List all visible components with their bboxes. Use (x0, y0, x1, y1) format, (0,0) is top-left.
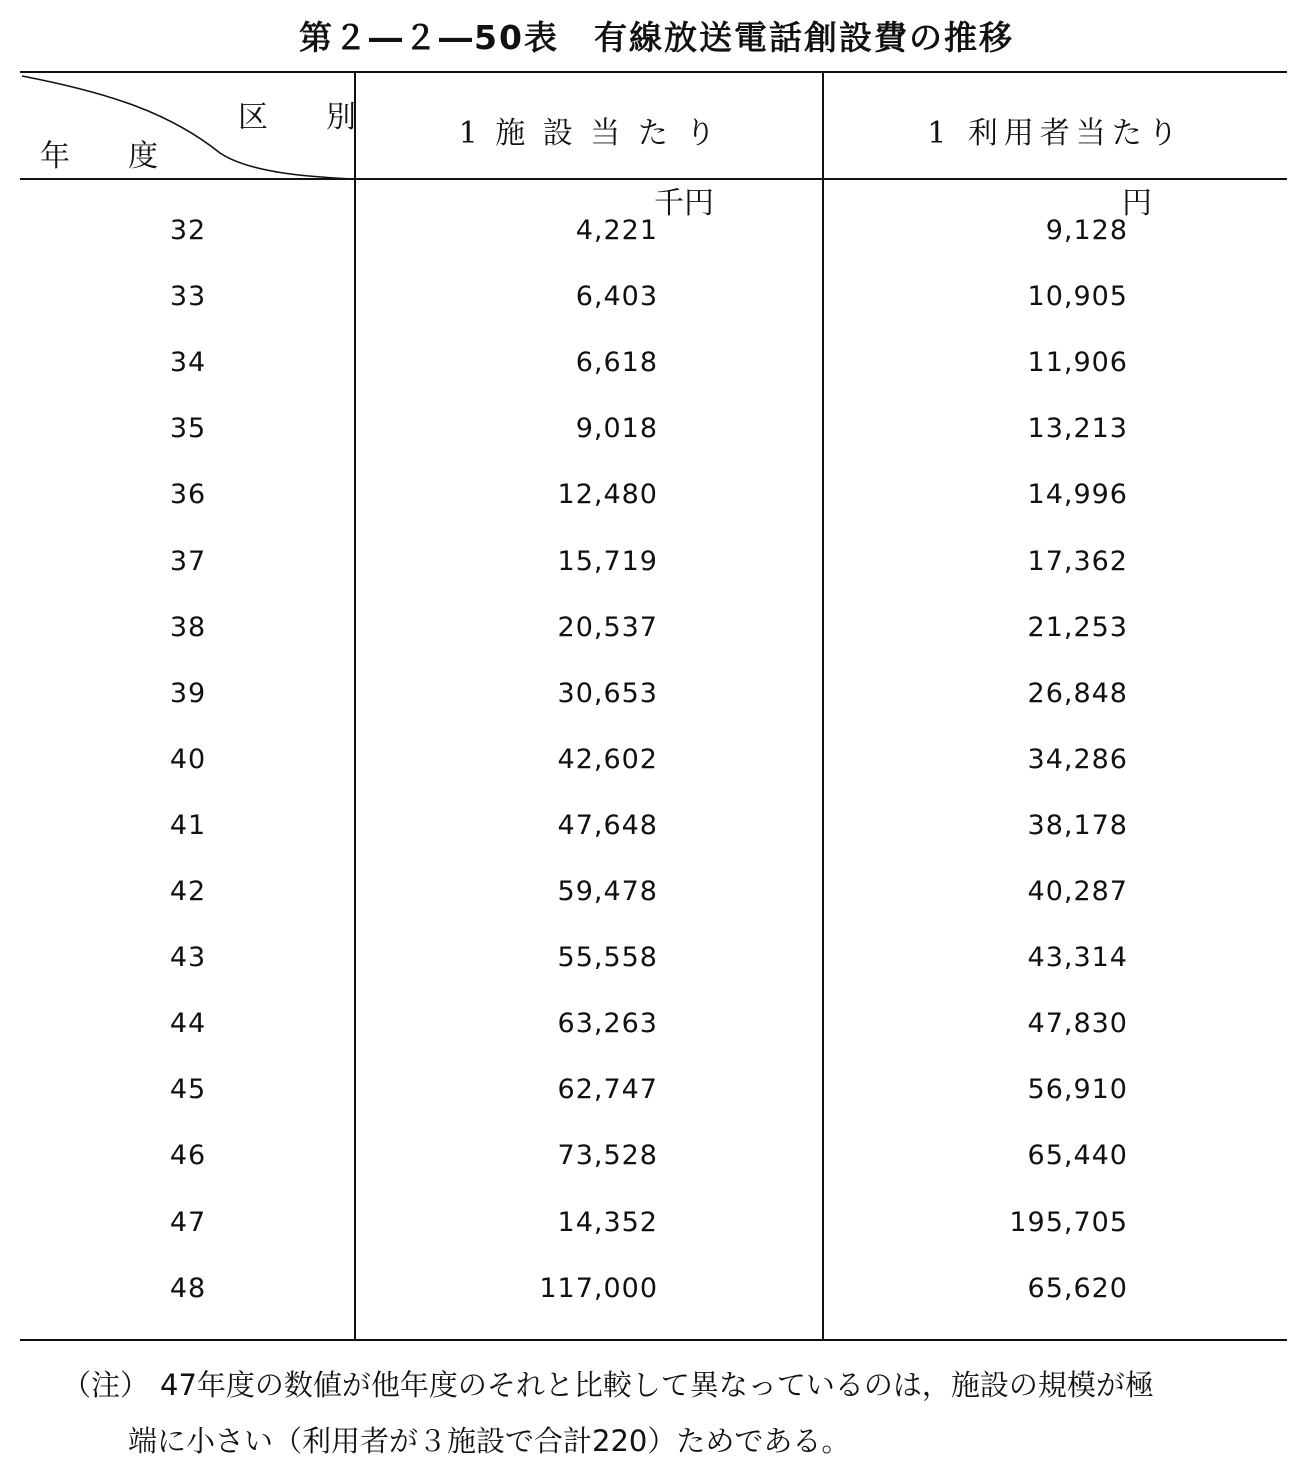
row-year: 48 (169, 1273, 207, 1304)
row-user-cost: 17,362 (1027, 546, 1128, 577)
row-user-cost: 10,905 (1027, 281, 1128, 312)
row-user-cost: 34,286 (1027, 744, 1128, 775)
row-facility-cost: 73,528 (557, 1140, 658, 1171)
row-year: 40 (169, 744, 207, 775)
row-user-cost: 43,314 (1027, 942, 1128, 973)
row-user-cost: 14,996 (1027, 479, 1128, 510)
row-facility-cost: 9,018 (575, 413, 658, 444)
row-user-cost: 65,620 (1027, 1273, 1128, 1304)
note-line-1: 47年度の数値が他年度のそれと比較して異なっているのは，施設の規模が極 (160, 1368, 1154, 1402)
note-line-2: 端に小さい（利用者が３施設で合計220）ためである。 (128, 1424, 851, 1458)
row-year: 35 (169, 413, 207, 444)
header-corner-top: 区 別 (238, 100, 370, 135)
row-facility-cost: 47,648 (557, 810, 658, 841)
row-year: 46 (169, 1140, 207, 1171)
column-divider-2 (822, 71, 824, 1341)
header-col-user: 1 利用者当たり (927, 116, 1184, 151)
column-divider-1 (354, 71, 356, 1341)
row-year: 36 (169, 479, 207, 510)
row-year: 44 (169, 1008, 207, 1039)
row-facility-cost: 20,537 (557, 612, 658, 643)
table-bottom-rule (20, 1339, 1287, 1341)
header-col-facility: 1 施 設 当 た り (458, 116, 720, 151)
row-facility-cost: 4,221 (575, 215, 658, 246)
row-facility-cost: 14,352 (557, 1207, 658, 1238)
row-year: 37 (169, 546, 207, 577)
row-user-cost: 56,910 (1027, 1074, 1128, 1105)
row-year: 33 (169, 281, 207, 312)
row-year: 39 (169, 678, 207, 709)
row-year: 34 (169, 347, 207, 378)
row-facility-cost: 15,719 (557, 546, 658, 577)
row-facility-cost: 63,263 (557, 1008, 658, 1039)
row-facility-cost: 59,478 (557, 876, 658, 907)
row-year: 47 (169, 1207, 207, 1238)
table-title: 第２―２―50表 有線放送電話創設費の推移 (299, 18, 1014, 57)
row-user-cost: 21,253 (1027, 612, 1128, 643)
row-user-cost: 195,705 (1009, 1207, 1128, 1238)
row-facility-cost: 12,480 (557, 479, 658, 510)
row-facility-cost: 30,653 (557, 678, 658, 709)
row-facility-cost: 117,000 (539, 1273, 658, 1304)
row-year: 38 (169, 612, 207, 643)
row-facility-cost: 42,602 (557, 744, 658, 775)
row-year: 45 (169, 1074, 207, 1105)
row-user-cost: 11,906 (1027, 347, 1128, 378)
row-facility-cost: 6,618 (575, 347, 658, 378)
header-corner-bottom: 年 度 (40, 139, 172, 174)
row-user-cost: 40,287 (1027, 876, 1128, 907)
row-facility-cost: 55,558 (557, 942, 658, 973)
unit-user: 円 (1122, 186, 1152, 221)
row-user-cost: 38,178 (1027, 810, 1128, 841)
row-user-cost: 26,848 (1027, 678, 1128, 709)
note-label: （注） (62, 1368, 150, 1402)
row-user-cost: 65,440 (1027, 1140, 1128, 1171)
row-user-cost: 47,830 (1027, 1008, 1128, 1039)
row-year: 32 (169, 215, 207, 246)
row-year: 41 (169, 810, 207, 841)
row-year: 43 (169, 942, 207, 973)
row-user-cost: 9,128 (1045, 215, 1128, 246)
row-facility-cost: 6,403 (575, 281, 658, 312)
row-year: 42 (169, 876, 207, 907)
row-user-cost: 13,213 (1027, 413, 1128, 444)
unit-facility: 千円 (654, 186, 714, 221)
row-facility-cost: 62,747 (557, 1074, 658, 1105)
